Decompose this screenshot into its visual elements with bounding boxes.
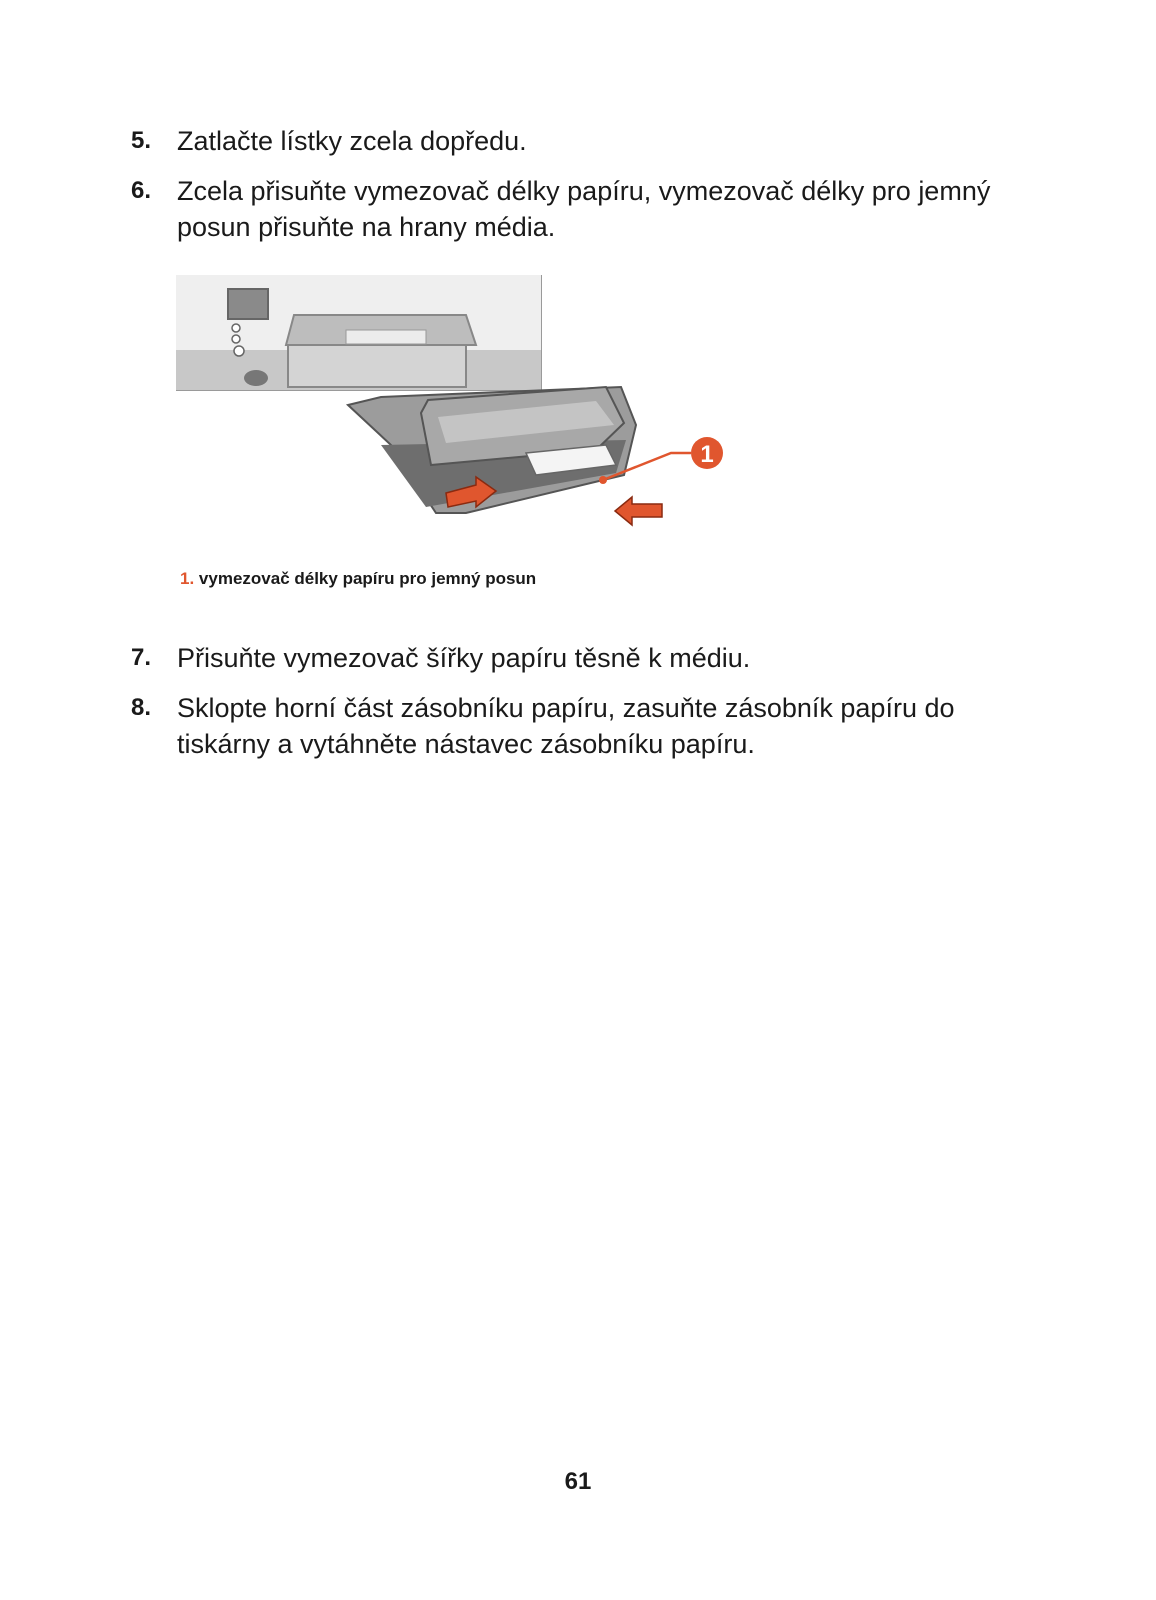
step-5 bbox=[131, 123, 1011, 159]
callout-badge-number: 1 bbox=[700, 441, 714, 468]
step-number: 8. bbox=[131, 694, 152, 721]
step-text: Zcela přisuňte vymezovač délky papíru, vymezovač délky pro jemný posun přisuňte na hrany média. bbox=[177, 176, 991, 242]
caption-text: vymezovač délky papíru pro jemný posun bbox=[198, 569, 537, 588]
step-text: Zatlačte lístky zcela dopředu. bbox=[177, 126, 527, 156]
step-text: Přisuňte vymezovač šířky papíru těsně k médiu. bbox=[177, 643, 751, 673]
step-text: Sklopte horní část zásobníku papíru, zasuňte zásobník papíru do tiskárny a vytáhněte nástavec zásobníku papíru. bbox=[177, 693, 955, 759]
step-number: 6. bbox=[131, 177, 152, 204]
step-number: 7. bbox=[131, 644, 152, 671]
caption-number: 1. bbox=[180, 569, 195, 588]
step-8 bbox=[131, 690, 1011, 762]
printer-tray-illustration bbox=[176, 275, 766, 535]
step-6 bbox=[131, 173, 1011, 245]
step-number: 5. bbox=[131, 127, 152, 154]
figure-caption bbox=[180, 569, 536, 589]
page-number: 61 bbox=[564, 1468, 592, 1495]
step-7 bbox=[131, 640, 1011, 676]
